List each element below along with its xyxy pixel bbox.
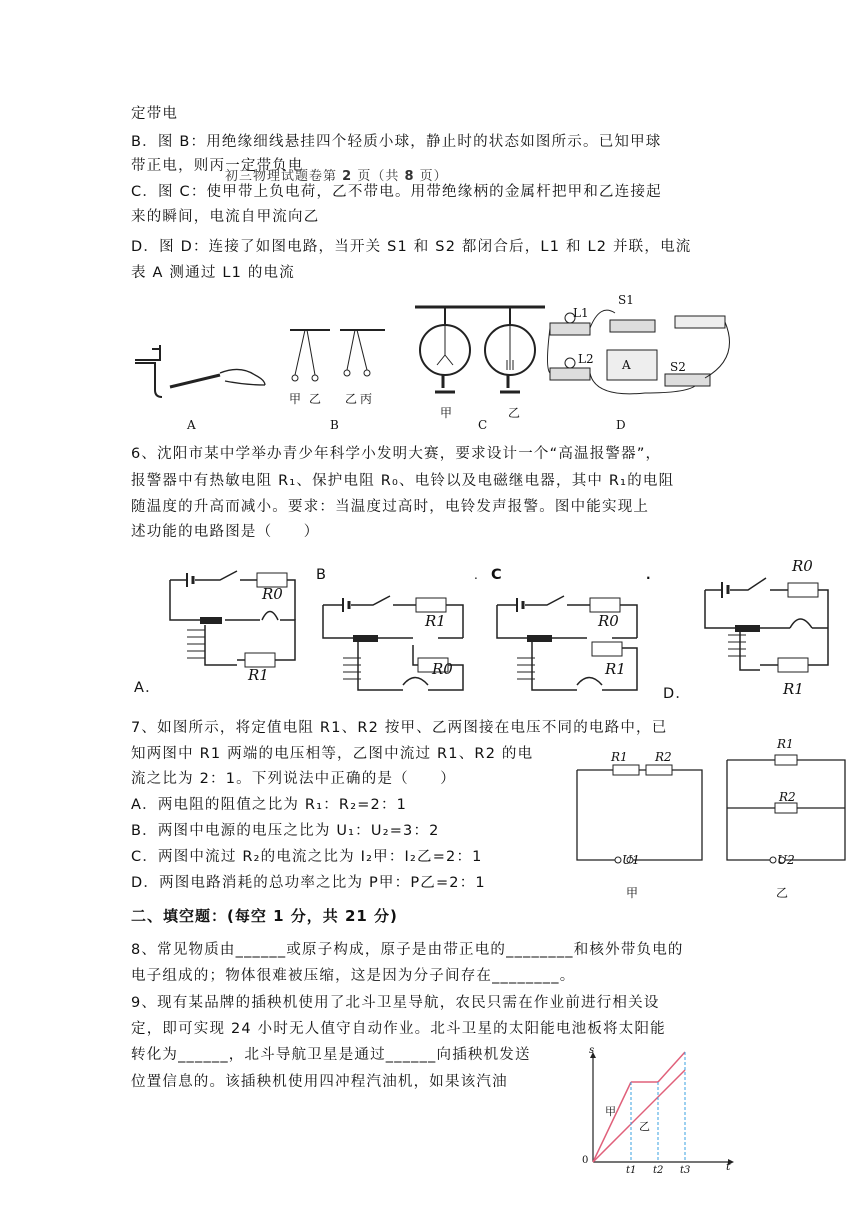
- option-d-label: D．: [663, 686, 692, 702]
- yi-label-r2: R2: [779, 790, 796, 804]
- bulb-label-l2: L2: [578, 352, 594, 366]
- circuit-yi: [725, 750, 848, 865]
- figure-c-illustration: [415, 300, 545, 400]
- tick-t2: t2: [653, 1165, 664, 1176]
- figure-b-illustration: [285, 325, 395, 385]
- q7-option-d: D．两图电路消耗的总功率之比为 P甲：P乙=2：1: [131, 875, 486, 891]
- ball-label-yi: 乙: [309, 392, 322, 406]
- c-label-r0: R0: [598, 612, 619, 630]
- ammeter-label: A: [622, 358, 631, 372]
- q7-line: 7、如图所示，将定值电阻 R1、R2 按甲、乙两图接在电压不同的电路中，已: [131, 720, 668, 736]
- q7-option-c: C．两图中流过 R₂的电流之比为 I₂甲：I₂乙=2：1: [131, 849, 483, 865]
- a-label-r1: R1: [248, 666, 269, 684]
- d-label-r1: R1: [783, 680, 804, 698]
- ball-label-jia: 甲: [289, 392, 302, 406]
- circuit-option-b: [318, 590, 468, 700]
- yi-label-r1: R1: [777, 737, 794, 751]
- text-line: 定带电: [131, 106, 179, 122]
- axis-s-label: s: [589, 1045, 595, 1056]
- circuit-option-d: [700, 570, 835, 680]
- b-label-r1: R1: [425, 612, 446, 630]
- circuit-jia: [575, 760, 703, 865]
- q6-line: 随温度的升高而减小。要求：当温度过高时，电铃发声报警。图中能实现上: [131, 499, 650, 515]
- tick-t3: t3: [680, 1165, 691, 1176]
- option-b-label: B: [316, 567, 328, 583]
- line-label-yi: 乙: [639, 1120, 650, 1133]
- option-c-dot: .: [474, 568, 480, 582]
- q6-line: 6、沈阳市某中学举办青少年科学小发明大赛，要求设计一个“高温报警器”，: [131, 446, 662, 462]
- q6-line: 述功能的电路图是（ ）: [131, 524, 320, 540]
- q7-option-b: B．两图中电源的电压之比为 U₁：U₂=3：2: [131, 823, 440, 839]
- axis-t-label: t: [726, 1160, 731, 1173]
- jia-label-r2: R2: [655, 750, 672, 764]
- line-label-jia: 甲: [605, 1105, 616, 1118]
- q8-line: 电子组成的；物体很难被压缩，这是因为分子间存在________。: [131, 968, 576, 984]
- q8-line: 8、常见物质由______或原子构成，原子是由带正电的________和核外带负电的: [131, 942, 684, 958]
- jia-label-u1: U1: [622, 853, 640, 867]
- b-label-r0: R0: [432, 660, 453, 678]
- option-c-label: C: [491, 567, 503, 583]
- option-a-label: A．: [134, 680, 161, 696]
- q7-line: 知两图中 R1 两端的电压相等，乙图中流过 R1、R2 的电: [131, 746, 534, 762]
- figure-label-b: B: [330, 418, 339, 432]
- circuit-option-a: [165, 565, 300, 675]
- jia-label-r1: R1: [611, 750, 628, 764]
- q7-option-a: A．两电阻的阻值之比为 R₁：R₂=2：1: [131, 797, 408, 813]
- origin-label: 0: [582, 1155, 589, 1166]
- text-line: 来的瞬间，电流自甲流向乙: [131, 209, 320, 225]
- electroscope-label-jia: 甲: [440, 406, 453, 420]
- figure-label-c: C: [478, 418, 488, 432]
- text-line: 表 A 测通过 L1 的电流: [131, 265, 295, 281]
- q6-line: 报警器中有热敏电阻 R₁、保护电阻 R₀、电铃以及电磁继电器，其中 R₁的电阻: [131, 473, 675, 489]
- section-heading: 二、填空题：(每空 1 分，共 21 分): [131, 907, 398, 925]
- d-label-r0: R0: [792, 557, 813, 575]
- page-footer: 初三物理试题卷第 2 页（共 8 页）: [225, 169, 448, 184]
- q9-line: 转化为______，北斗导航卫星是通过______向插秧机发送: [131, 1047, 531, 1063]
- c-label-r1: R1: [605, 660, 626, 678]
- text-line: C．图 C：使甲带上负电荷，乙不带电。用带绝缘柄的金属杆把甲和乙连接起: [131, 184, 662, 200]
- option-d-dot: .: [646, 568, 652, 582]
- tick-t1: t1: [626, 1165, 637, 1176]
- a-label-r0: R0: [262, 585, 283, 603]
- ball-label-bing: 丙: [360, 392, 373, 406]
- figure-label-a: A: [187, 418, 196, 432]
- text-line: 带正电，则丙一定带负电: [131, 158, 304, 174]
- bulb-label-l1: L1: [573, 306, 589, 320]
- figure-a-illustration: [130, 335, 270, 405]
- electroscope-label-yi: 乙: [508, 406, 521, 420]
- text-line: D．图 D：连接了如图电路，当开关 S1 和 S2 都闭合后，L1 和 L2 并联，电流: [131, 239, 692, 255]
- switch-label-s2: S2: [670, 360, 686, 374]
- switch-label-s1: S1: [618, 293, 634, 307]
- ball-label-yi2: 乙: [345, 392, 358, 406]
- q9-line: 位置信息的。该插秧机使用四冲程汽油机，如果该汽油: [131, 1074, 508, 1090]
- text-line: B．图 B：用绝缘细线悬挂四个轻质小球，静止时的状态如图所示。已知甲球: [131, 134, 662, 150]
- circuit-option-c: [492, 590, 642, 700]
- q9-line: 定，即可实现 24 小时无人值守自动作业。北斗卫星的太阳能电池板将太阳能: [131, 1021, 666, 1037]
- figure-label-yi: 乙: [776, 886, 789, 900]
- q7-line: 流之比为 2：1。下列说法中正确的是（ ）: [131, 771, 456, 787]
- figure-label-d: D: [616, 418, 626, 432]
- q9-line: 9、现有某品牌的插秧机使用了北斗卫星导航，农民只需在作业前进行相关设: [131, 995, 660, 1011]
- figure-label-jia: 甲: [626, 886, 639, 900]
- yi-label-u2: U2: [777, 853, 795, 867]
